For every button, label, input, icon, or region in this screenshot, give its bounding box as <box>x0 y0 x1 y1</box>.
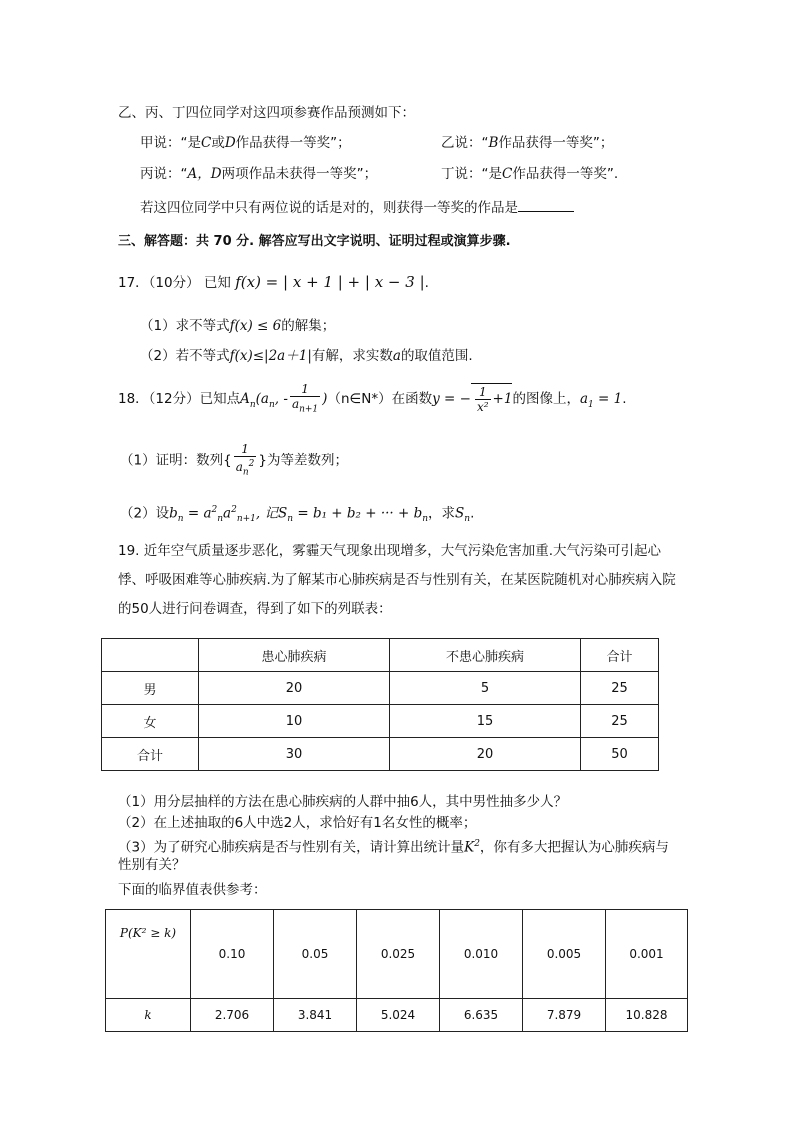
q18-part2: （2）设$b_n = a^2_na^2_{n+1}$, 记$S_n = b_1 + b_2$ + ··· + $b_n$，求$S_n$. <box>120 505 475 525</box>
q18-p1-fraction: $\frac{1}{a_n^2}$ <box>235 442 255 478</box>
q17-part1: （1）求不等式f(x) ≤ 6的解集； <box>140 318 336 334</box>
q19-stem: 19. 近年空气质量逐步恶化，雾霾天气现象出现增多，大气污染危害加重.大气污染可引起心悸、呼吸困难等心肺疾病.为了解某市心肺疾病是否与性别有关，在某医院随机对心肺疾病入院的50人进行问卷调查，得到了如下的列联表： <box>118 543 676 617</box>
q16-jia: 甲说：“是C或D作品获得一等奖”； <box>140 135 351 151</box>
table-row: P(K² ≥ k) 0.10 0.05 0.025 0.010 0.005 0.001 <box>106 910 688 999</box>
critical-value-table <box>105 909 688 1032</box>
q18-stem: 18．（12分）已知点$A_n(a_n$, - $\frac{1}{a_{n+1}}$ )（n∈N*）在函数y = − $\frac{1}{\text{x²}}$ +1的图像上，$a_1 = 1$. <box>118 382 627 415</box>
q16-bing: 丙说：“A，D两项作品未获得一等奖”； <box>140 166 378 182</box>
section-3-heading: 三、解答题：共 70 分. 解答应写出文字说明、证明过程或演算步骤. <box>118 234 511 249</box>
table-row: 女 10 15 25 <box>102 705 659 738</box>
sqrt-expression: $\frac{1}{\text{x²}}$ +1 <box>471 383 512 414</box>
q19-part3: （3）为了研究心肺疾病是否与性别有关，请计算出统计量$K^2$，你有多大把握认为心肺疾病与 <box>118 839 669 856</box>
contingency-table <box>101 638 659 771</box>
q16-conclusion: 若这四位同学中只有两位说的话是对的，则获得一等奖的作品是 <box>140 197 574 218</box>
table-row: 男 20 5 25 <box>102 672 659 705</box>
q16-ding: 丁说：“是C作品获得一等奖”. <box>441 166 619 182</box>
q19-part2: （2）在上述抽取的6人中选2人，求恰好有1名女性的概率； <box>118 815 477 831</box>
table-row: k 2.706 3.841 5.024 6.635 7.879 10.828 <box>106 999 688 1032</box>
q17-part2: （2）若不等式f(x)≤|2a＋1|有解，求实数a的取值范围. <box>140 348 473 364</box>
answer-blank <box>518 197 574 212</box>
table-row: 合计 30 20 50 <box>102 738 659 771</box>
q19-part1: （1）用分层抽样的方法在患心肺疾病的人群中抽6人，其中男性抽多少人？ <box>118 794 568 810</box>
q19-reference: 下面的临界值表供参考： <box>118 882 267 898</box>
q18-part1: （1）证明：数列{ $\frac{1}{a_n^2}$ }为等差数列； <box>120 442 348 478</box>
q18-fraction: $\frac{1}{a_{n+1}}$ <box>291 382 319 415</box>
q17-stem: 17．（10分） 已知 f(x) = | x + 1 | + | x − 3 |. <box>118 273 429 291</box>
q16-yi: 乙说：“B作品获得一等奖”； <box>441 135 614 151</box>
q19-part3-cont: 性别有关？ <box>118 857 186 873</box>
q16-intro: 乙、丙、丁四位同学对这四项参赛作品预测如下： <box>118 105 415 121</box>
table-header-row: 患心肺疾病 不患心肺疾病 合计 <box>102 639 659 672</box>
